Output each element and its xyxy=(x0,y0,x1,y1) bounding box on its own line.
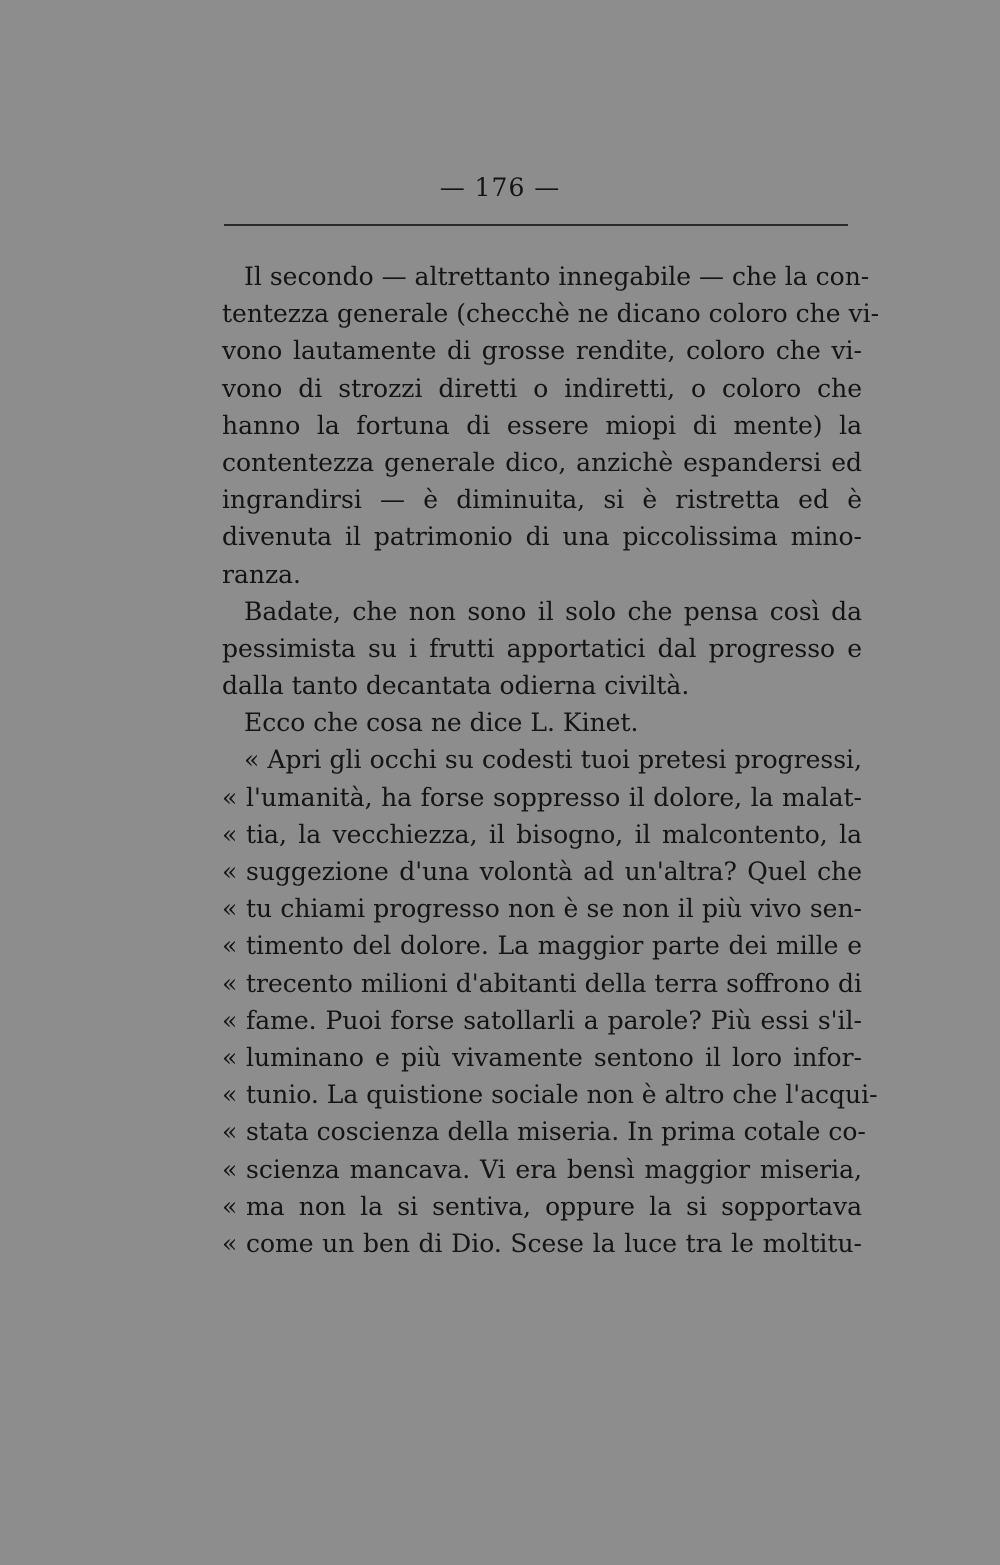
line-text: Badate, che non sono il solo che pensa così da xyxy=(244,596,862,626)
line-text: Il secondo — altrettanto innegabile — che la con- xyxy=(244,262,870,291)
line-text: contentezza generale dico, anzichè espandersi ed xyxy=(222,447,862,477)
text-line xyxy=(222,779,862,816)
text-line xyxy=(222,1039,862,1076)
line-text: « Apri gli occhi su codesti tuoi pretesi progressi, xyxy=(244,745,862,775)
quote-mark: « xyxy=(222,1117,238,1147)
line-text: hanno la fortuna di essere miopi di mente) la xyxy=(222,410,862,440)
text-line xyxy=(222,556,862,593)
text-line xyxy=(222,741,862,778)
text-line xyxy=(222,816,862,853)
quote-mark: « xyxy=(222,1005,238,1035)
quote-mark: « xyxy=(222,857,238,886)
quote-mark: « xyxy=(222,1228,238,1258)
text-line xyxy=(222,667,862,704)
line-text: ma non la si sentiva, oppure la si sopportava xyxy=(246,1191,862,1221)
text-line xyxy=(222,407,862,444)
text-line xyxy=(222,965,862,1002)
quote-mark: « xyxy=(222,1080,238,1110)
line-text: divenuta il patrimonio di una piccolissima mino- xyxy=(222,522,862,552)
text-line xyxy=(222,332,862,369)
text-line xyxy=(222,927,862,964)
line-text: Ecco che cosa ne dice L. Kinet. xyxy=(244,708,639,738)
text-line xyxy=(222,444,862,481)
line-text: vono di strozzi diretti o indiretti, o coloro che xyxy=(222,373,862,403)
line-text: tu chiami progresso non è se non il più vivo sen- xyxy=(246,894,862,924)
text-line xyxy=(222,295,880,332)
text-line xyxy=(222,1076,878,1113)
quote-mark: « xyxy=(222,1191,238,1221)
line-text: luminano e più vivamente sentono il loro infor- xyxy=(246,1042,862,1072)
line-text: tia, la vecchiezza, il bisogno, il malcontento, la xyxy=(246,819,862,849)
quote-mark: « xyxy=(222,819,238,849)
line-text: scienza mancava. Vi era bensì maggior miseria, xyxy=(246,1154,862,1184)
quote-mark: « xyxy=(222,1042,238,1072)
text-line xyxy=(222,853,862,890)
line-text: tunio. La quistione sociale non è altro che l'acqui- xyxy=(246,1080,878,1110)
line-text: vono lautamente di grosse rendite, coloro che vi- xyxy=(222,336,862,366)
line-text: suggezione d'una volontà ad un'altra? Quel che xyxy=(246,857,862,886)
text-line xyxy=(222,593,862,630)
line-text: l'umanità, ha forse soppresso il dolore, la malat- xyxy=(246,782,862,812)
text-line xyxy=(222,630,862,667)
text-line xyxy=(222,370,862,407)
text-line xyxy=(222,1188,862,1225)
line-text: ranza. xyxy=(222,559,301,589)
line-text: come un ben di Dio. Scese la luce tra le moltitu- xyxy=(246,1228,862,1258)
text-line xyxy=(222,1002,862,1039)
text-line xyxy=(222,704,862,741)
line-text: trecento milioni d'abitanti della terra soffrono di xyxy=(246,968,862,998)
quote-mark: « xyxy=(222,931,238,961)
line-text: pessimista su i frutti apportatici dal progresso e xyxy=(222,633,862,663)
text-line xyxy=(222,481,862,518)
line-text: ingrandirsi — è diminuita, si è ristretta ed è xyxy=(222,485,862,515)
line-text: dalla tanto decantata odierna civiltà. xyxy=(222,671,690,701)
text-line xyxy=(222,890,862,927)
body-text xyxy=(222,258,880,1262)
text-line xyxy=(222,1113,866,1150)
text-line xyxy=(222,258,870,295)
page-number: — 176 — xyxy=(439,173,561,202)
text-line xyxy=(222,1151,862,1188)
quote-mark: « xyxy=(222,782,238,812)
line-text: stata coscienza della miseria. In prima cotale co- xyxy=(246,1117,866,1147)
quote-mark: « xyxy=(222,894,238,924)
text-line xyxy=(222,1225,862,1262)
header-rule xyxy=(224,224,848,226)
line-text: timento del dolore. La maggior parte dei mille e xyxy=(246,931,862,961)
quote-mark: « xyxy=(222,1154,238,1184)
quote-mark: « xyxy=(222,968,238,998)
line-text: fame. Puoi forse satollarli a parole? Più essi s'il- xyxy=(246,1005,862,1035)
text-line xyxy=(222,518,862,555)
line-text: tentezza generale (checchè ne dicano coloro che vi- xyxy=(222,299,880,329)
